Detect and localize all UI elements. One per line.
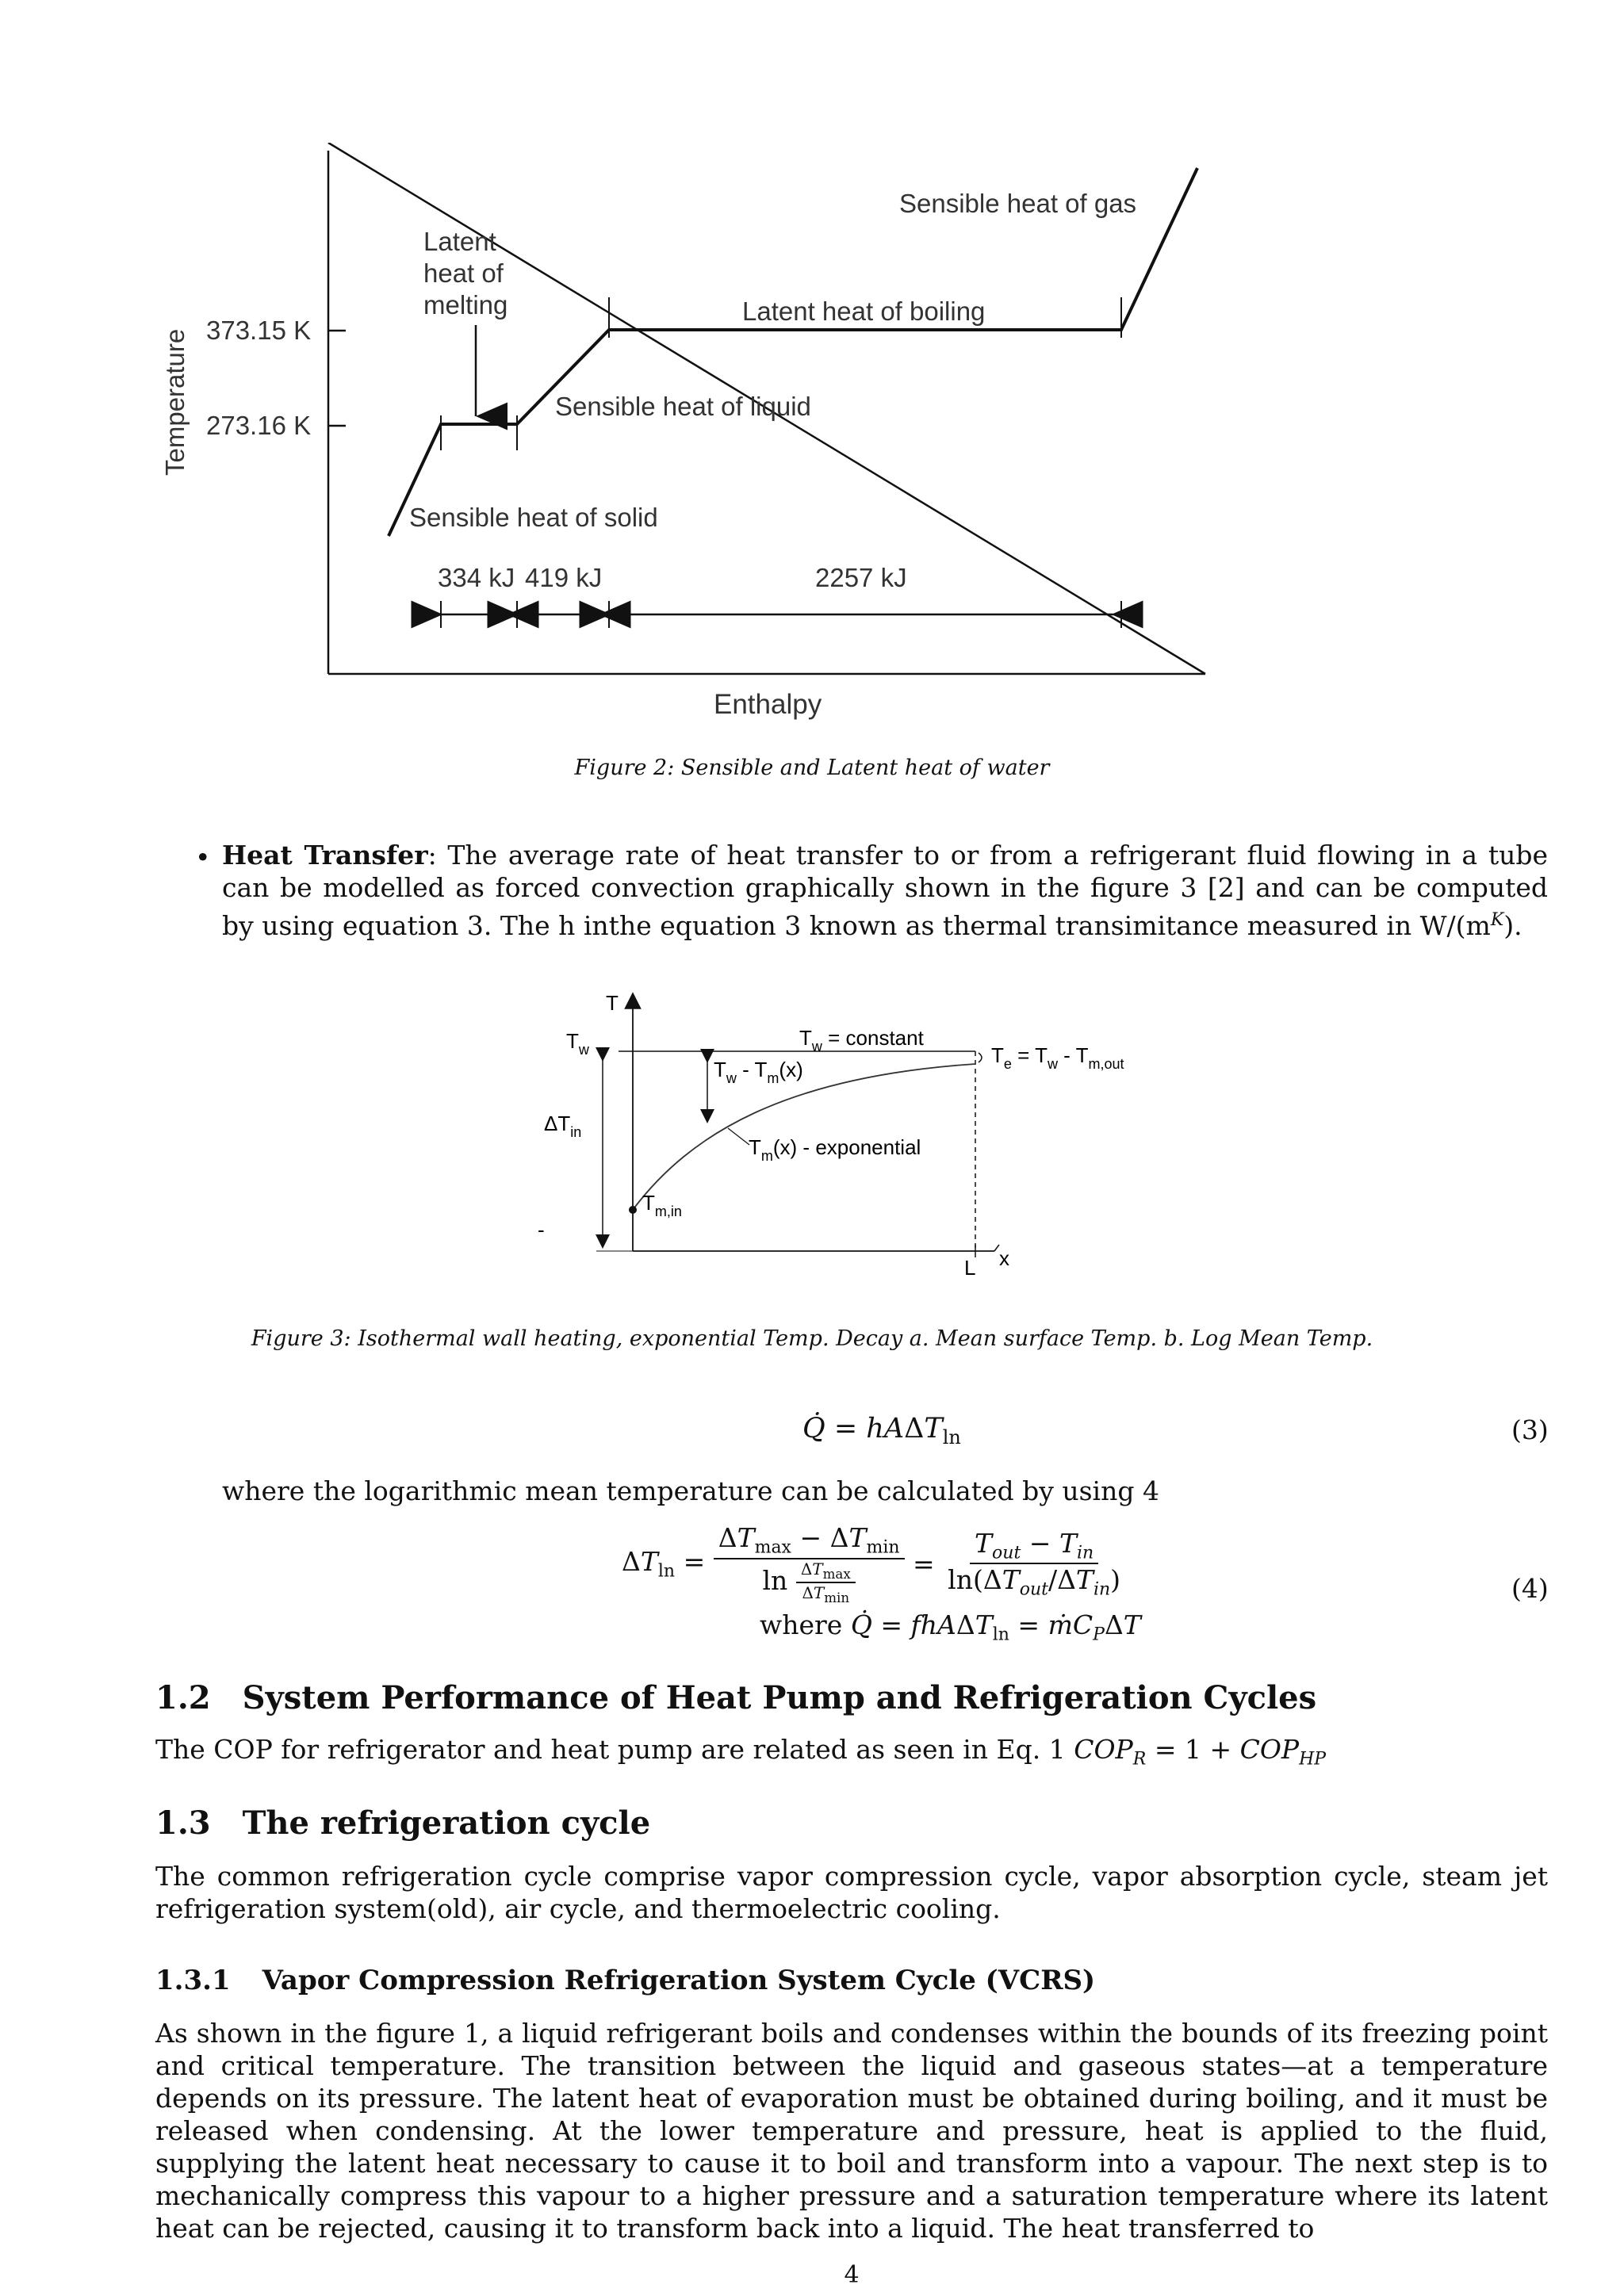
label-sensible-solid: Sensible heat of solid [409,503,658,532]
equation-4: $\Delta T_{ln}$ = $\Delta T_{max} - \Delta T_{min}$ ln $\frac{\Delta T_{max}}{\Delta T_{min}}$ = $\frac{T_{out} - T_{in}}{\ln(\Delta T_{out}/\Delta T_{in})}$ [622,1522,1121,1605]
label-sensible-gas: Sensible heat of gas [899,189,1137,218]
label-latent-melting-3: melting [423,290,508,320]
equation-4-number: (4) [1511,1573,1549,1604]
x-axis-label: Enthalpy [714,689,822,720]
l-label: L [964,1256,976,1280]
tw-minus-tm-label: $T_w - T_m(x)$ [714,1058,803,1086]
tw-label: $T_w$ [566,1029,589,1058]
delta-tin-label: $\Delta T_{in}$ [544,1112,582,1140]
tw-constant-label: $T_w$ = constant [799,1026,924,1054]
tick-label-273: 273.16 K [206,411,312,440]
section-1-2-text: The COP for refrigerator and heat pump are related as seen in Eq. 1 $COP_R = 1 + COP_{HP}$ [155,1734,1327,1770]
figure-2-caption: Figure 2: Sensible and Latent heat of water [574,756,1050,780]
page-number: 4 [844,2261,860,2289]
figure-3-diagram [523,983,1189,1284]
label-latent-melting-1: Latent [423,227,496,256]
x-axis-label: x [999,1246,1009,1270]
heat-transfer-term: Heat Transfer [222,840,428,871]
stray-dash: - [538,1218,545,1242]
t-axis-label: T [606,991,619,1015]
where-paragraph: where the logarithmic mean temperature can be calculated by using 4 [222,1475,1159,1506]
figure-2-diagram [151,143,1229,729]
section-1-3-heading: 1.3 The refrigeration cycle [155,1804,651,1842]
figure-3-caption: Figure 3: Isothermal wall heating, exponential Temp. Decay a. Mean surface Temp. b. Log Mean Temp. [251,1326,1373,1351]
label-latent-melting-2: heat of [423,258,504,288]
heating-curve [389,168,1197,536]
bullet-dot: • [195,842,211,873]
section-1-3-1-text: As shown in the figure 1, a liquid refrigerant boils and condenses within the bounds of its freezing point and critical temperature. The transition between the liquid and gaseous states—at a temperature depends on its pressure. The latent heat of evaporation must be obtained during boiling, and it must be released when condensing. At the lower temperature and pressure, heat is applied to the fluid, supplying the latent heat necessary to cause it to boil and transform into a vapour. The next step is to mechanically compress this vapour to a higher pressure and a saturation temperature where its latent heat can be rejected, causing it to transform back into a liquid. The heat transferred to [155,2018,1548,2244]
tm-in-label: $T_{m,in}$ [642,1191,682,1219]
equation-4-where: where Q̇ = fhAΔT$_{ln}$ = ṁC$_P$ΔT [760,1609,1141,1645]
y-axis-label: Temperature [160,328,190,476]
label-334: 334 kJ [438,563,515,592]
te-label: $T_e = T_w - T_{m,out}$ [991,1043,1124,1072]
section-1-3-1-heading: 1.3.1 Vapor Compression Refrigeration System Cycle (VCRS) [155,1965,1096,1996]
heat-transfer-paragraph: Heat Transfer: The average rate of heat transfer to or from a refrigerant fluid flowing in a tube can be modelled as forced convection graphically shown in the figure 3 [2] and can be computed by using equation 3. The h inthe equation 3 known as thermal transimitance measured in $W/(m^K)$. [222,840,1548,941]
section-1-2-heading: 1.2 System Performance of Heat Pump and Refrigeration Cycles [155,1679,1317,1716]
section-1-3-text: The common refrigeration cycle comprise vapor compression cycle, vapor absorption cycle, steam jet refrigeration system(old), air cycle, and thermoelectric cooling. [155,1861,1548,1924]
label-2257: 2257 kJ [815,563,907,592]
label-latent-boiling: Latent heat of boiling [742,297,986,326]
equation-3: Q̇ = hAΔT$_{ln}$ [802,1413,961,1448]
label-sensible-liquid: Sensible heat of liquid [555,392,811,421]
label-419: 419 kJ [525,563,603,592]
tick-label-373: 373.15 K [206,316,312,345]
tm-exponential-label: $T_m(x)$ - exponential [749,1135,921,1164]
equation-3-number: (3) [1511,1414,1549,1445]
